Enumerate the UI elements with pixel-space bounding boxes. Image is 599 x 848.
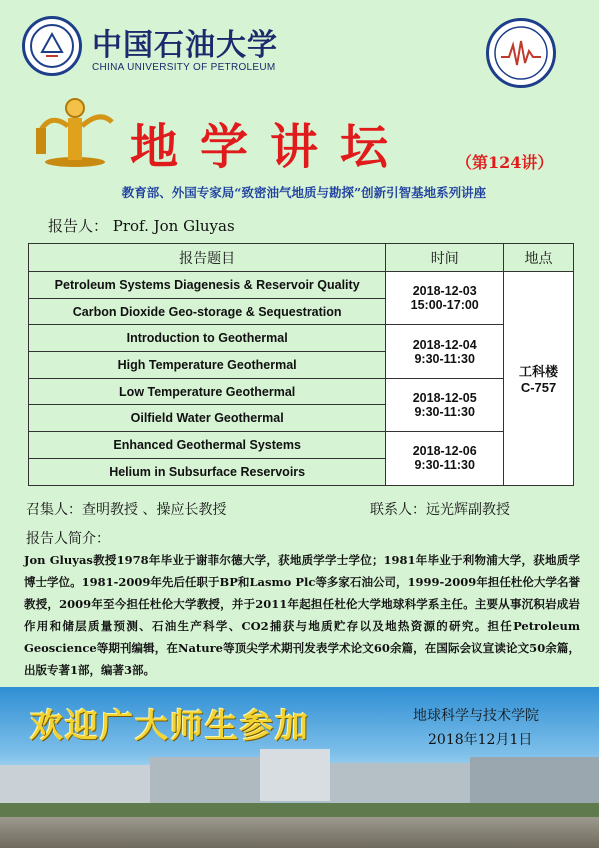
sculpture-icon — [30, 92, 120, 168]
topic-cell: Low Temperature Geothermal — [29, 378, 386, 405]
header-place: 地点 — [504, 244, 574, 272]
page-title: 地学讲坛 — [130, 119, 411, 175]
session-date: 2018-12-03 — [412, 284, 477, 299]
series-subtitle: 教育部、外国专家局“致密油气地质与勘探”创新引智基地系列讲座 — [121, 185, 487, 200]
time-cell — [386, 432, 504, 485]
geosciences-school-logo — [486, 18, 556, 88]
session-time: 9:30-11:30 — [414, 458, 475, 473]
topic-cell: Enhanced Geothermal Systems — [29, 432, 386, 459]
table-row — [29, 272, 574, 299]
schedule-header-row — [29, 244, 574, 272]
table-row — [29, 325, 574, 352]
topic-cell: Carbon Dioxide Geo-storage & Sequestration — [29, 298, 386, 325]
conveners-line: 召集人：查明教授 、操应长教授 — [26, 502, 227, 518]
lecture-number: （第124讲） — [456, 153, 554, 172]
issue-date: 2018年12月1日 — [428, 732, 533, 748]
tree-line — [0, 803, 599, 817]
header-topic: 报告题目 — [29, 244, 386, 272]
topic-cell: Petroleum Systems Diagenesis & Reservoir Quality — [29, 272, 386, 299]
topic-cell: Helium in Subsurface Reservoirs — [29, 458, 386, 485]
seal-emblem-icon — [28, 22, 76, 70]
time-cell — [386, 272, 504, 325]
building-shape — [0, 765, 150, 805]
topic-cell: Introduction to Geothermal — [29, 325, 386, 352]
place-building: 工科楼 — [519, 365, 559, 381]
topic-cell: Oilfield Water Geothermal — [29, 405, 386, 432]
topic-cell: High Temperature Geothermal — [29, 352, 386, 379]
schedule-table — [28, 243, 574, 486]
session-time: 15:00-17:00 — [410, 298, 479, 313]
speaker-bio: Jon Gluyas教授1978年毕业于谢菲尔德大学，获地质学学士学位；1981年毕业于利物浦大学，获地质学博士学位。1981-2009年先后任职于BP和Lasmo Plc等多家石油公司，1999-2009年担任杜伦大学名誉教授，2009年至今担任杜伦大学教授，并于2011年起担任杜伦大学地球科学系主任。主要从事沉积岩成岩作用和储层质量预测、石油生产科学、CO2捕获与地质贮存以及地热资源的研究。担任Petroleum Geoscience等期刊编辑，在Nature等顶尖学术期刊发表学术论文60余篇，在国际会议宣读论文50余篇，出版专著1部，编著3部。 — [24, 553, 580, 677]
university-name-cn: 中国石油大学 — [92, 28, 278, 63]
building-shape — [470, 757, 599, 805]
table-row — [29, 432, 574, 459]
session-date: 2018-12-04 — [412, 337, 477, 352]
session-date: 2018-12-05 — [412, 390, 477, 405]
welcome-banner-text: 欢迎广大师生参加 — [30, 706, 310, 745]
building-shape — [330, 763, 470, 803]
building-shape — [150, 757, 260, 803]
school-name: 地球科学与技术学院 — [413, 708, 539, 724]
place-cell — [504, 272, 574, 486]
university-name-en: CHINA UNIVERSITY OF PETROLEUM — [92, 62, 276, 73]
bio-heading: 报告人简介： — [26, 531, 110, 547]
plaza-ground — [0, 817, 599, 848]
university-seal-logo — [22, 16, 82, 76]
place-room: C-757 — [520, 380, 557, 396]
sculpture-logo — [30, 92, 120, 168]
header-time: 时间 — [386, 244, 504, 272]
building-shape — [260, 749, 330, 801]
time-cell — [386, 378, 504, 431]
table-row — [29, 378, 574, 405]
session-date: 2018-12-06 — [412, 444, 477, 459]
seismic-wave-icon — [491, 23, 551, 83]
time-cell — [386, 325, 504, 378]
speaker-line: 报告人： Prof. Jon Gluyas — [48, 217, 235, 235]
session-time: 9:30-11:30 — [414, 351, 475, 366]
contact-line: 联系人：远光辉副教授 — [370, 502, 510, 518]
session-time: 9:30-11:30 — [414, 404, 475, 419]
